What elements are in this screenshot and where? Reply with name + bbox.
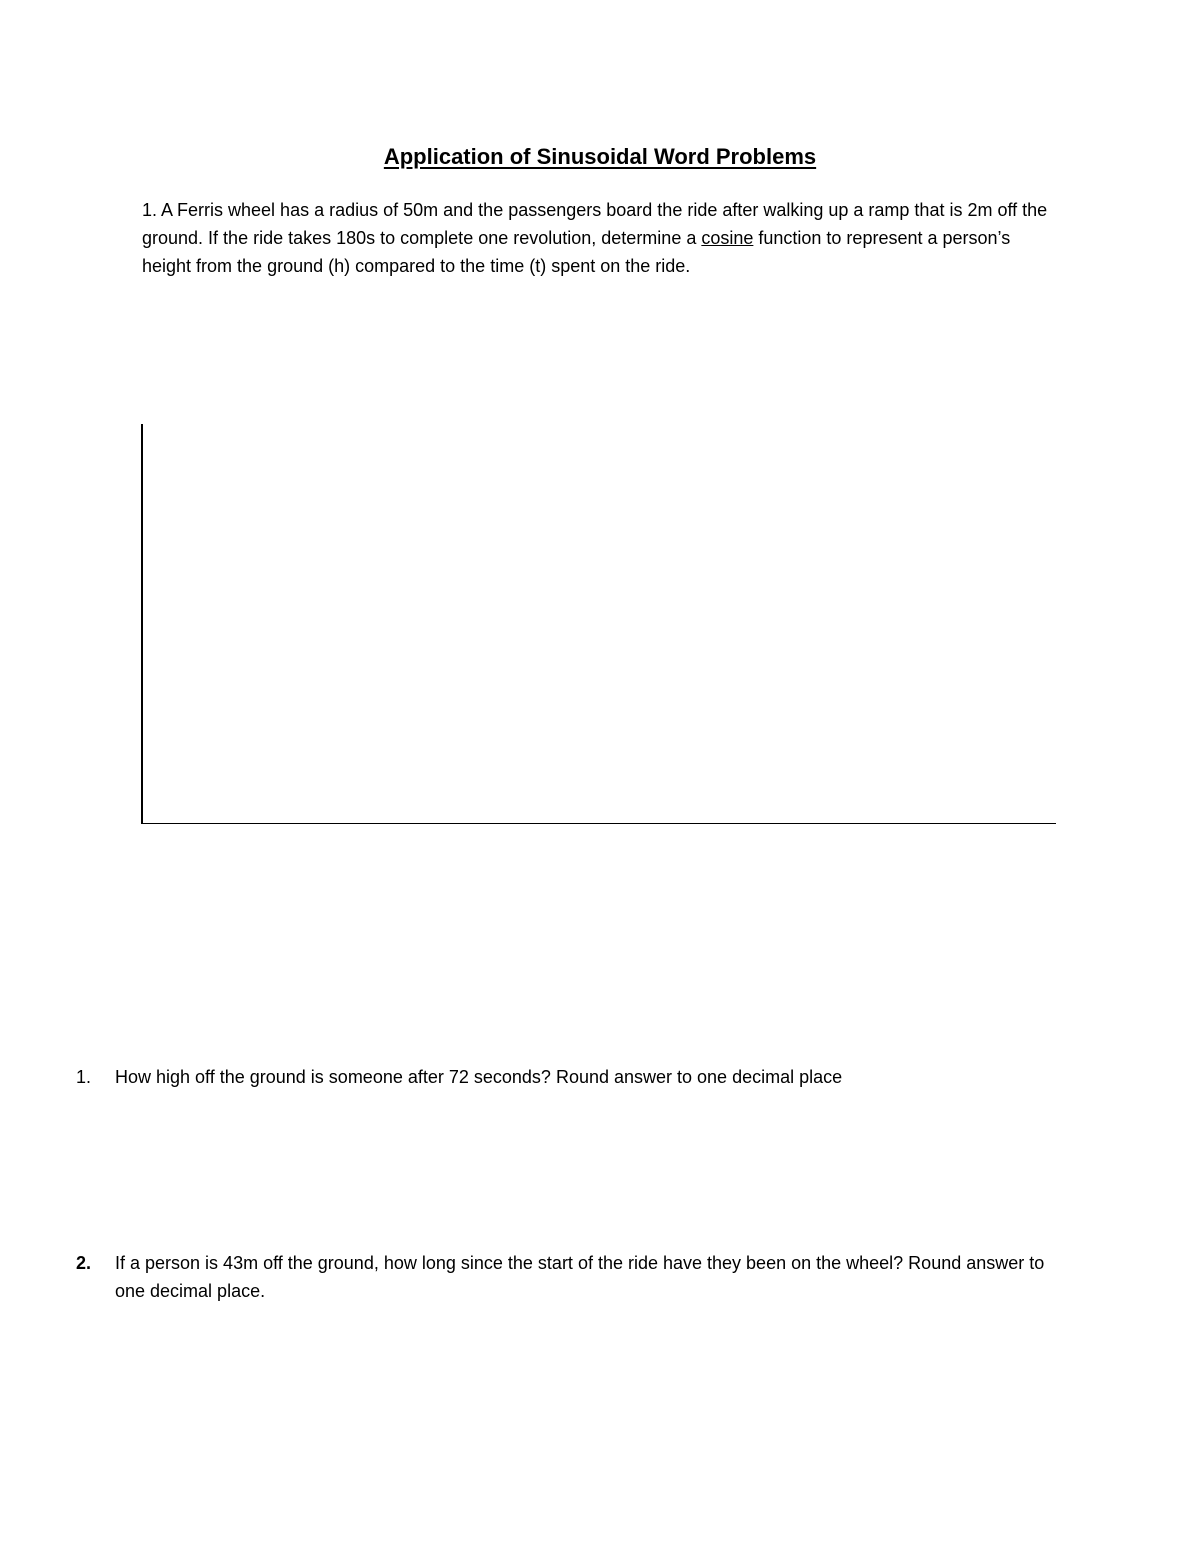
question-2-text: If a person is 43m off the ground, how long since the start of the ride have they been on the wheel? Round answer to one decimal place. [115,1253,1045,1301]
question-1-number: 1. [76,1067,92,1087]
question-2 [76,1249,1066,1305]
page-title: Application of Sinusoidal Word Problems [383,144,817,169]
problem-text-end: function to represent a person’s height from the ground (h) compared to the time (t) spent on the ride. [142,228,1011,276]
cosine-emphasis: cosine [701,228,754,248]
problem-text-start: 1. A Ferris wheel has a radius of 50m and the passengers board the ride after walking up a ramp that is 2m off the ground. If the ride takes 180s to complete one revolution, determine a [142,200,1048,248]
problem-statement [142,196,1062,280]
question-2-number: 2. [76,1253,92,1273]
question-1-text: How high off the ground is someone after 72 seconds? Round answer to one decimal place [115,1067,843,1087]
blank-graph-area [141,424,1056,824]
y-axis-line [141,424,143,824]
x-axis-line [141,823,1056,825]
question-1 [76,1063,1066,1091]
